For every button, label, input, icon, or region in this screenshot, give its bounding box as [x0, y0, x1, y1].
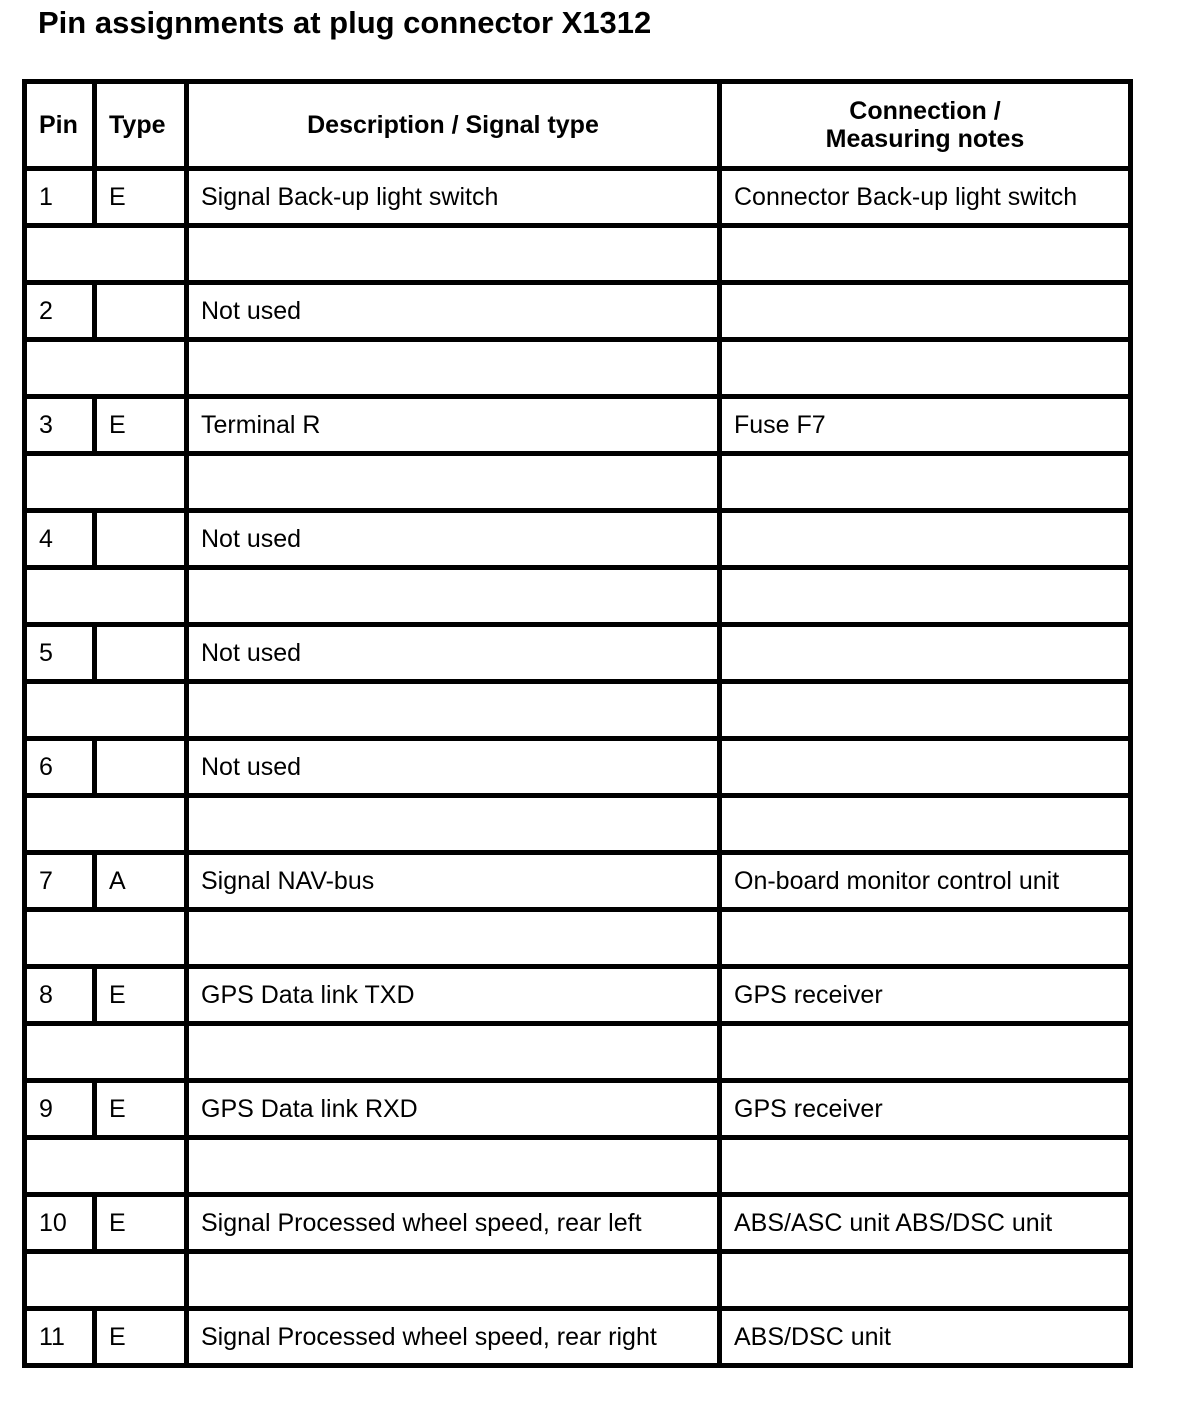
- spacer-cell-pin-type: [25, 1252, 187, 1309]
- spacer-cell-pin-type: [25, 340, 187, 397]
- spacer-row: [25, 568, 1131, 625]
- cell-pin: 8: [25, 967, 95, 1024]
- cell-pin: 1: [25, 169, 95, 226]
- cell-type: E: [95, 1081, 187, 1138]
- cell-connection: [720, 283, 1131, 340]
- cell-type: E: [95, 967, 187, 1024]
- header-connection: [720, 82, 1131, 169]
- header-connection-line1: Connection /: [849, 97, 1001, 125]
- cell-type: E: [95, 1195, 187, 1252]
- cell-description: Signal NAV-bus: [187, 853, 720, 910]
- table-row: [25, 853, 1131, 910]
- cell-pin: 10: [25, 1195, 95, 1252]
- spacer-cell-connection: [720, 910, 1131, 967]
- cell-description: GPS Data link RXD: [187, 1081, 720, 1138]
- spacer-cell-description: [187, 796, 720, 853]
- spacer-row: [25, 1252, 1131, 1309]
- header-pin: Pin: [25, 82, 95, 169]
- pin-assignment-table: [22, 79, 1133, 1368]
- cell-description: GPS Data link TXD: [187, 967, 720, 1024]
- cell-description: Not used: [187, 511, 720, 568]
- cell-description: Not used: [187, 625, 720, 682]
- spacer-row: [25, 1024, 1131, 1081]
- table-row: [25, 625, 1131, 682]
- cell-pin: 6: [25, 739, 95, 796]
- cell-type: E: [95, 1309, 187, 1366]
- spacer-cell-pin-type: [25, 796, 187, 853]
- cell-pin: 5: [25, 625, 95, 682]
- cell-pin: 3: [25, 397, 95, 454]
- header-type: Type: [95, 82, 187, 169]
- spacer-row: [25, 340, 1131, 397]
- cell-type: E: [95, 169, 187, 226]
- spacer-cell-pin-type: [25, 910, 187, 967]
- cell-pin: 11: [25, 1309, 95, 1366]
- spacer-cell-pin-type: [25, 226, 187, 283]
- cell-connection: On-board monitor control unit: [720, 853, 1131, 910]
- cell-type: [95, 625, 187, 682]
- cell-connection: GPS receiver: [720, 967, 1131, 1024]
- cell-type: E: [95, 397, 187, 454]
- cell-description: Signal Processed wheel speed, rear right: [187, 1309, 720, 1366]
- spacer-cell-pin-type: [25, 454, 187, 511]
- cell-description: Signal Processed wheel speed, rear left: [187, 1195, 720, 1252]
- table-header-row: [25, 82, 1131, 169]
- cell-pin: 9: [25, 1081, 95, 1138]
- spacer-cell-connection: [720, 682, 1131, 739]
- spacer-cell-connection: [720, 568, 1131, 625]
- spacer-cell-description: [187, 1252, 720, 1309]
- spacer-cell-connection: [720, 796, 1131, 853]
- spacer-cell-description: [187, 454, 720, 511]
- cell-pin: 7: [25, 853, 95, 910]
- spacer-row: [25, 910, 1131, 967]
- spacer-cell-pin-type: [25, 568, 187, 625]
- cell-type: [95, 511, 187, 568]
- spacer-cell-description: [187, 226, 720, 283]
- spacer-row: [25, 1138, 1131, 1195]
- spacer-cell-description: [187, 682, 720, 739]
- cell-type: [95, 283, 187, 340]
- spacer-row: [25, 226, 1131, 283]
- spacer-cell-pin-type: [25, 1138, 187, 1195]
- spacer-row: [25, 682, 1131, 739]
- cell-type: A: [95, 853, 187, 910]
- cell-type: [95, 739, 187, 796]
- cell-connection: [720, 739, 1131, 796]
- spacer-cell-connection: [720, 454, 1131, 511]
- spacer-cell-connection: [720, 1024, 1131, 1081]
- header-connection-line2: Measuring notes: [825, 125, 1025, 153]
- spacer-cell-description: [187, 1024, 720, 1081]
- spacer-cell-description: [187, 1138, 720, 1195]
- table-row: [25, 1309, 1131, 1366]
- cell-connection: [720, 625, 1131, 682]
- table-row: [25, 169, 1131, 226]
- spacer-cell-pin-type: [25, 1024, 187, 1081]
- cell-connection: Fuse F7: [720, 397, 1131, 454]
- spacer-cell-connection: [720, 1138, 1131, 1195]
- table-row: [25, 1081, 1131, 1138]
- cell-connection: ABS/ASC unit ABS/DSC unit: [720, 1195, 1131, 1252]
- spacer-cell-description: [187, 568, 720, 625]
- cell-description: Signal Back-up light switch: [187, 169, 720, 226]
- spacer-row: [25, 454, 1131, 511]
- spacer-cell-pin-type: [25, 682, 187, 739]
- spacer-cell-connection: [720, 340, 1131, 397]
- spacer-cell-description: [187, 340, 720, 397]
- table-row: [25, 967, 1131, 1024]
- table-row: [25, 1195, 1131, 1252]
- cell-description: Not used: [187, 739, 720, 796]
- cell-pin: 2: [25, 283, 95, 340]
- spacer-cell-description: [187, 910, 720, 967]
- table-row: [25, 397, 1131, 454]
- table-row: [25, 511, 1131, 568]
- spacer-cell-connection: [720, 1252, 1131, 1309]
- cell-connection: [720, 511, 1131, 568]
- cell-connection: ABS/DSC unit: [720, 1309, 1131, 1366]
- table-row: [25, 739, 1131, 796]
- spacer-row: [25, 796, 1131, 853]
- cell-description: Not used: [187, 283, 720, 340]
- cell-connection: GPS receiver: [720, 1081, 1131, 1138]
- page-title: Pin assignments at plug connector X1312: [38, 5, 652, 40]
- cell-description: Terminal R: [187, 397, 720, 454]
- cell-connection: Connector Back-up light switch: [720, 169, 1131, 226]
- spacer-cell-connection: [720, 226, 1131, 283]
- header-description: Description / Signal type: [187, 82, 720, 169]
- table-row: [25, 283, 1131, 340]
- cell-pin: 4: [25, 511, 95, 568]
